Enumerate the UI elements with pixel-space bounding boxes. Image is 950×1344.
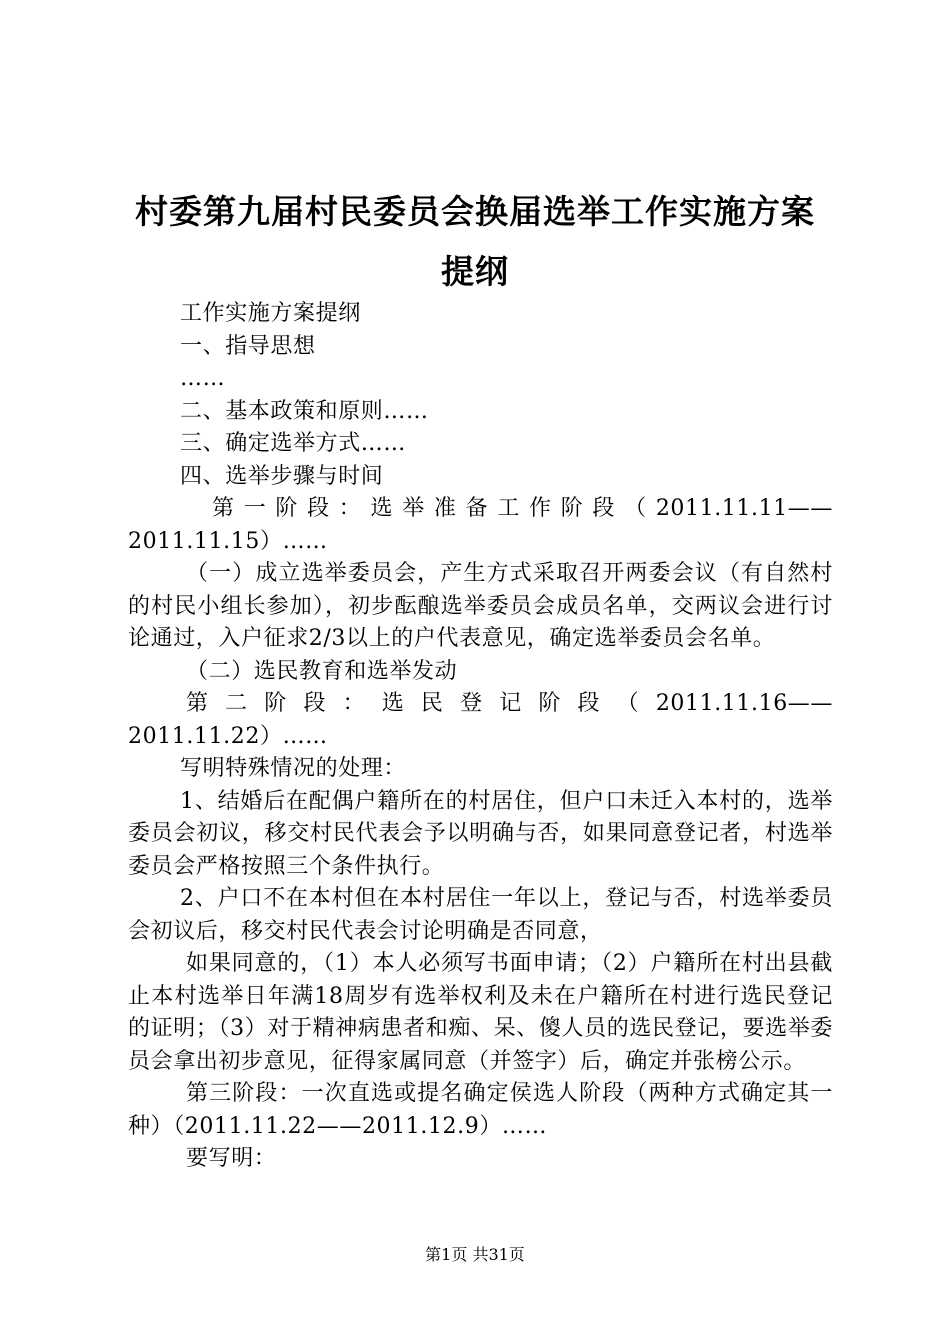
paragraph: 2、户口不在本村但在本村居住一年以上，登记与否，村选举委员会初议后，移交村民代表会讨论明确是否同意， — [128, 886, 833, 944]
document-title-line-2: 提纲 — [441, 252, 509, 291]
paragraph: …… — [180, 366, 226, 391]
paragraph: （二）选民教育和选举发动 — [186, 658, 458, 684]
paragraph: 一、指导思想 — [180, 333, 316, 359]
paragraph: 三、确定选举方式…… — [180, 431, 407, 456]
paragraph: 1、结婚后在配偶户籍所在的村居住，但户口未迁入本村的，选举委员会初议，移交村民代表会予以明确与否，如果同意登记者，村选举委员会严格按照三个条件执行。 — [128, 788, 833, 879]
paragraph: 如果同意的，（1）本人必须写书面申请；（2）户籍所在村出县截止本村选举日年满18周岁有选举权利及未在户籍所在村进行选民登记的证明；（3）对于精神病患者和痴、呆、傻人员的选民登记，要选举委员会拿出初步意见，征得家属同意（并签字）后，确定并张榜公示。 — [128, 951, 833, 1074]
paragraph: 第三阶段：一次直选或提名确定侯选人阶段（两种方式确定其一种）（2011.11.22——2011.12.9）…… — [128, 1081, 833, 1139]
page-footer: 第1页 共31页 — [425, 1245, 525, 1264]
paragraph: 写明特殊情况的处理： — [180, 756, 407, 781]
paragraph: 二、基本政策和原则…… — [180, 398, 429, 424]
paragraph: 第一阶段：选举准备工作阶段（2011.11.11——2011.11.15）…… — [128, 496, 833, 554]
paragraph: 工作实施方案提纲 — [180, 301, 361, 326]
document-title-line-1: 村委第九届村民委员会换届选举工作实施方案 — [135, 192, 815, 231]
document-body — [128, 298, 833, 1176]
paragraph: （一）成立选举委员会，产生方式采取召开两委会议（有自然村的村民小组长参加），初步酝酿选举委员会成员名单，交两议会进行讨论通过，入户征求2/3以上的户代表意见，确定选举委员会名单。 — [128, 561, 833, 651]
paragraph: 四、选举步骤与时间 — [180, 463, 384, 489]
paragraph: 第二阶段：选民登记阶段（2011.11.16——2011.11.22）…… — [128, 691, 833, 749]
paragraph: 要写明： — [186, 1146, 277, 1171]
